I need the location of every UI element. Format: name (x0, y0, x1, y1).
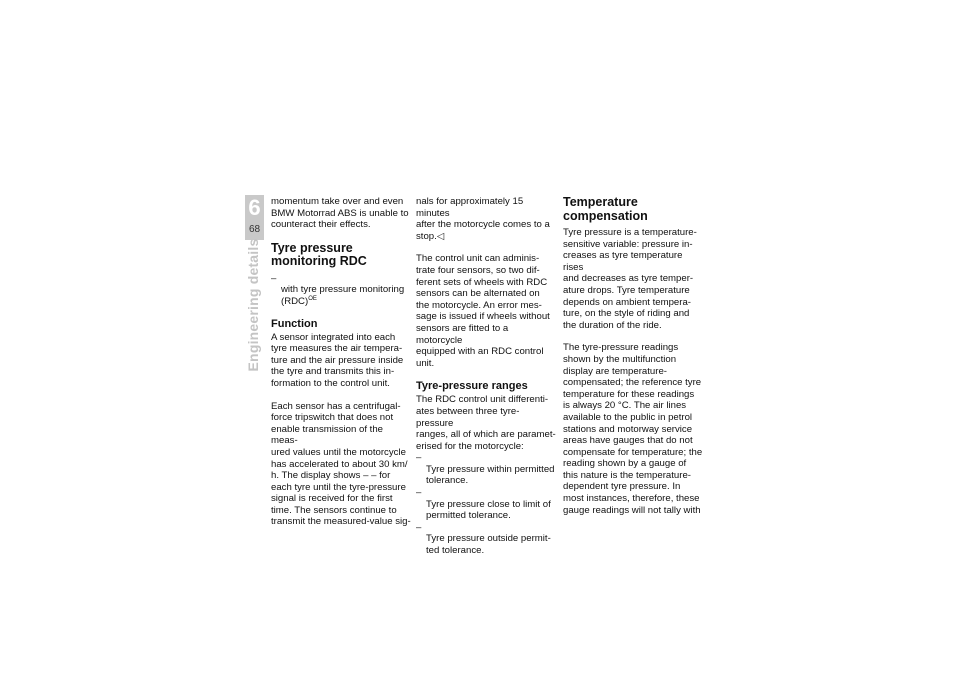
chapter-tab (245, 195, 264, 240)
page-number: 68 (248, 224, 261, 235)
option-superscript: OE (308, 295, 317, 302)
ranges-heading: Tyre-pressure ranges (416, 380, 528, 393)
function-paragraph: A sensor integrated into each tyre measures the air tempera- ture and the air pressure inside the tyre and transmits this in- formation to the control unit. (271, 331, 404, 389)
option-item-rdc (271, 273, 411, 308)
temperature-heading: Temperature compensation (563, 195, 648, 223)
ranges-list (416, 452, 556, 556)
continuation-paragraph: nals for approximately 15 minutes after the motorcycle comes to a stop.◁ (416, 196, 550, 242)
list-item-text: Tyre pressure close to limit of permitted tolerance. (426, 498, 551, 522)
list-item-text: Tyre pressure outside permit- ted tolerance. (426, 533, 551, 557)
option-text: with tyre pressure monitoring (RDC) (281, 284, 405, 307)
function-heading: Function (271, 317, 318, 330)
text-column-2 (416, 196, 556, 567)
list-item (416, 487, 556, 522)
control-unit-paragraph: The control unit can adminis- trate four sensors, so two dif- ferent sets of wheels with RDC sensors can be alternated on the motorcycle. An error mes- sage is issued if wheels without sensors are fitted to a motorcycle equipped with an RDC control unit. (416, 253, 550, 369)
list-item (416, 522, 556, 557)
list-dash: – (416, 487, 422, 499)
intro-paragraph: momentum take over and even BMW Motorrad ABS is unable to counteract their effects. (271, 196, 409, 231)
sensor-paragraph: Each sensor has a centrifugal- force tripswitch that does not enable transmission of the meas- ured values until the motorcycle has accelerated to about 30 km/ h. The display shows – – for each tyre until the tyre-pressure signal is received for the first time. The sensors continue to transmit the measured-value sig- (271, 400, 411, 528)
ranges-paragraph: The RDC control unit differenti- ates between three tyre-pressure ranges, all of which are paramet- erised for the motorcycle: (416, 394, 556, 452)
temperature-paragraph: Tyre pressure is a temperature- sensitive variable: pressure in- creases as tyre temperature rises and decreases as tyre temper- ature drops. Tyre temperature depends on ambient tempera- ture, on the style of riding and the duration of the ride. (563, 227, 697, 331)
chapter-side-label: Engineering details (245, 238, 261, 372)
readings-paragraph: The tyre-pressure readings shown by the multifunction display are temperature- compensated; the reference tyre temperature for these readings is always 20 °C. The air lines available to the public in petrol stations and motorway service areas have gauges that do not compensate for temperature; the reading shown by a gauge of this nature is the temperature- dependent tyre pressure. In most instances, therefore, these gauge readings will not tally with (563, 342, 703, 516)
text-column-3 (563, 196, 703, 527)
list-dash: – (416, 452, 422, 464)
text-column-1 (271, 196, 411, 539)
list-item (416, 452, 556, 487)
chapter-number: 6 (248, 195, 261, 220)
list-dash: – (416, 521, 422, 533)
list-dash: – (271, 272, 277, 284)
list-item-text: Tyre pressure within permitted tolerance. (426, 463, 555, 487)
section-heading-rdc: Tyre pressure monitoring RDC (271, 240, 367, 269)
